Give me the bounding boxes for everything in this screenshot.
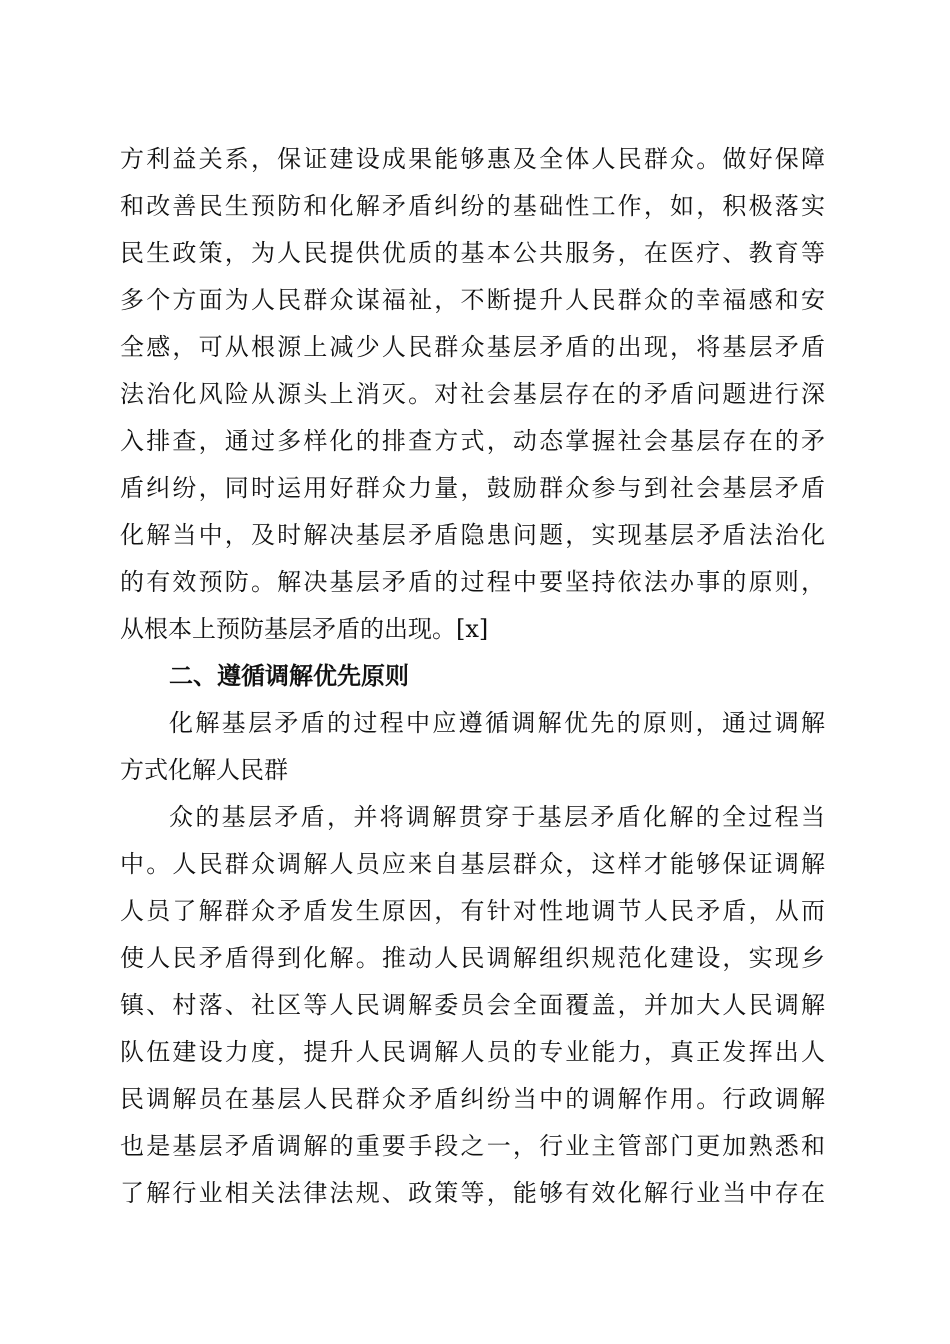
section-heading: 二、遵循调解优先原则 [169, 662, 409, 690]
text-line: 也是基层矛盾调解的重要手段之一，行业主管部门更加熟悉和 [120, 1132, 825, 1160]
text-line: 民生政策，为人民提供优质的基本公共服务，在医疗、教育等 [120, 239, 825, 267]
text-line: 镇、村落、社区等人民调解委员会全面覆盖，并加大人民调解 [120, 991, 825, 1019]
text-line: 盾纠纷，同时运用好群众力量，鼓励群众参与到社会基层矛盾 [120, 474, 825, 502]
text-line: 化解基层矛盾的过程中应遵循调解优先的原则，通过调解 [169, 709, 825, 737]
text-line: 化解当中，及时解决基层矛盾隐患问题，实现基层矛盾法治化 [120, 521, 825, 549]
text-line: 了解行业相关法律法规、政策等，能够有效化解行业当中存在 [120, 1179, 825, 1207]
text-line: 方式化解人民群 [120, 756, 288, 784]
text-line: 众的基层矛盾，并将调解贯穿于基层矛盾化解的全过程当 [169, 803, 825, 831]
text-line: 民调解员在基层人民群众矛盾纠纷当中的调解作用。行政调解 [120, 1085, 825, 1113]
text-line: 中。人民群众调解人员应来自基层群众，这样才能够保证调解 [120, 850, 825, 878]
text-line: 全感，可从根源上减少人民群众基层矛盾的出现，将基层矛盾 [120, 333, 825, 361]
paragraph-2 [120, 700, 825, 794]
text-line: 的有效预防。解决基层矛盾的过程中要坚持依法办事的原则， [120, 568, 825, 596]
text-line: 多个方面为人民群众谋福祉，不断提升人民群众的幸福感和安 [120, 286, 825, 314]
paragraph-1 [120, 136, 825, 653]
text-line: 方利益关系，保证建设成果能够惠及全体人民群众。做好保障 [120, 145, 825, 173]
text-line: 使人民矛盾得到化解。推动人民调解组织规范化建设，实现乡 [120, 944, 825, 972]
text-line: 和改善民生预防和化解矛盾纠纷的基础性工作，如，积极落实 [120, 192, 825, 220]
body-text [120, 136, 825, 1217]
text-line: 从根本上预防基层矛盾的出现。[x] [120, 615, 489, 643]
text-line: 入排查，通过多样化的排查方式，动态掌握社会基层存在的矛 [120, 427, 825, 455]
text-line: 队伍建设力度，提升人民调解人员的专业能力，真正发挥出人 [120, 1038, 825, 1066]
text-line: 法治化风险从源头上消灭。对社会基层存在的矛盾问题进行深 [120, 380, 825, 408]
paragraph-3 [120, 794, 825, 1217]
text-line: 人员了解群众矛盾发生原因，有针对性地调节人民矛盾，从而 [120, 897, 825, 925]
